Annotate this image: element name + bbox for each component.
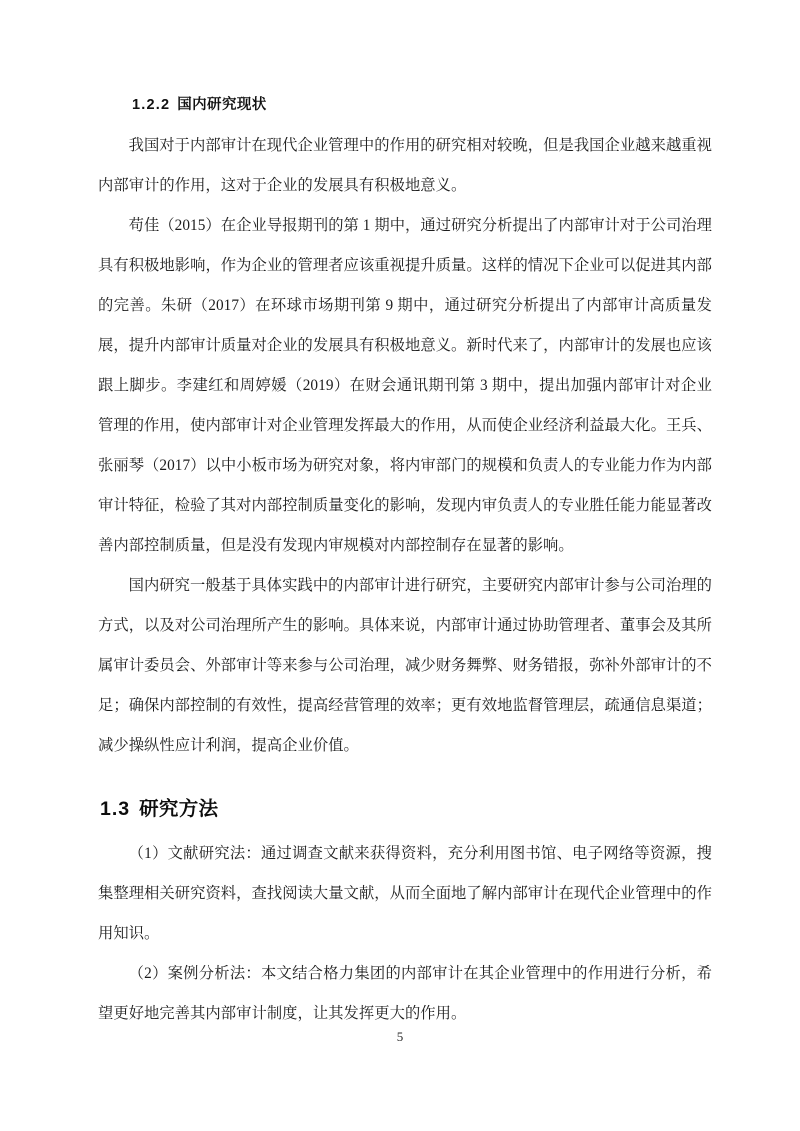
- paragraph-method-case-analysis: （2）案例分析法：本文结合格力集团的内部审计在其企业管理中的作用进行分析，希望更好地完善其内部审计制度，让其发挥更大的作用。: [98, 965, 712, 1022]
- heading-1-2-2-number: 1.2.2: [132, 97, 171, 113]
- page-number: 5: [396, 1029, 404, 1044]
- page-content: [98, 90, 712, 1034]
- heading-1-2-2: [98, 90, 712, 120]
- heading-1-3-title: 研究方法: [139, 798, 219, 820]
- paragraph-domestic-research-literature: 苟佳（2015）在企业导报期刊的第 1 期中，通过研究分析提出了内部审计对于公司治理具有积极地影响，作为企业的管理者应该重视提升质量。这样的情况下企业可以促进其内部的完善。朱研（2017）在环球市场期刊第 9 期中，通过研究分析提出了内部审计高质量发展，提升内部审计质量对企业的发展具有积极地意义。新时代来了，内部审计的发展也应该跟上脚步。李建红和周婷媛（2019）在财会通讯期刊第 3 期中，提出加强内部审计对企业管理的作用，使内部审计对企业管理发挥最大的作用，从而使企业经济利益最大化。王兵、张丽琴（2017）以中小板市场为研究对象，将内审部门的规模和负责人的专业能力作为内部审计特征，检验了其对内部控制质量变化的影响，发现内审负责人的专业胜任能力能显著改善内部控制质量，但是没有发现内审规模对内部控制存在显著的影响。: [98, 217, 712, 554]
- paragraph-domestic-research-summary: 国内研究一般基于具体实践中的内部审计进行研究，主要研究内部审计参与公司治理的方式，以及对公司治理所产生的影响。具体来说，内部审计通过协助管理者、董事会及其所属审计委员会、外部审计等来参与公司治理，减少财务舞弊、财务错报，弥补外部审计的不足；确保内部控制的有效性，提高经营管理的效率；更有效地监督管理层，疏通信息渠道；减少操纵性应计利润，提高企业价值。: [98, 577, 712, 754]
- paragraph-domestic-research-intro: 我国对于内部审计在现代企业管理中的作用的研究相对较晚，但是我国企业越来越重视内部审计的作用，这对于企业的发展具有积极地意义。: [98, 137, 712, 194]
- paragraph-method-literature-review: （1）文献研究法：通过调查文献来获得资料，充分利用图书馆、电子网络等资源，搜集整理相关研究资料，查找阅读大量文献，从而全面地了解内部审计在现代企业管理中的作用知识。: [98, 845, 712, 942]
- heading-1-2-2-title: 国内研究现状: [177, 97, 267, 113]
- heading-1-3: [98, 792, 712, 826]
- heading-1-3-number: 1.3: [100, 798, 131, 820]
